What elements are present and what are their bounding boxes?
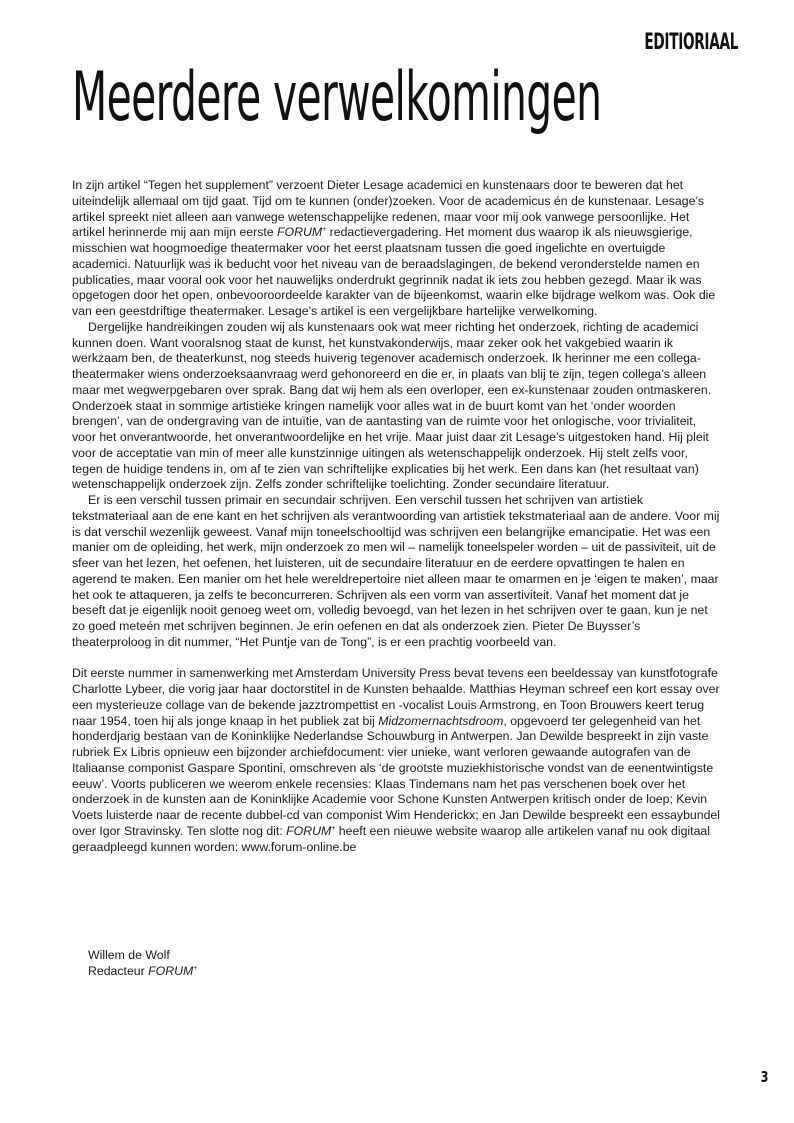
paragraph-4-text-a: Dit eerste nummer in samenwerking met Amsterdam University Press bevat tevens een beeldessay van kunstfotografe Charlotte Lybeer, die vorig jaar haar doctorstitel in de Kunsten behaalde. Matthias Heyman schreef een kort essay over een mysterieuze collage van de bekende jazztrompettist en -vocalist Louis Armstrong, en Toon Brouwers keert terug naar 1954, toen hij als jonge knaap in het publiek zat bij	[72, 666, 720, 728]
paragraph-1-text-a: In zijn artikel “Tegen het supplement” verzoent Dieter Lesage academici en kunstenaars door te beweren dat het uiteindelijk allemaal om tijd gaat. Tijd om te kunnen (onder)zoeken. Voor de academicus én de kunstenaar. Lesage’s artikel spreekt niet alleen aan vanwege wetenschappelijke redenen, maar voor mij ook vanwege persoonlijke. Het artikel herinnerde mij aan mijn eerste	[72, 178, 705, 240]
paragraph-2: Dergelijke handreikingen zouden wij als kunstenaars ook wat meer richting het onderzoek, richting de academici kunnen doen. Want vooralsnog staat de kunst, het kunstvakonderwijs, maar zeker ook het vakgebied waarin ik werkzaam ben, de theaterkunst, nog steeds huiverig tegenover academisch onderzoek. Ik herinner me een collega-theatermaker wiens onderzoeksaanvraag werd gehonoreerd en die er, in plaats van blij te zijn, tegen collega’s alleen maar met wegwerpgebaren over sprak. Bang dat wij hem als een overloper, een ex-kunstenaar zouden ontmaskeren. Onderzoek staat in sommige artistieke kringen namelijk voor alles wat in de buurt komt van het ‘onder woorden brengen’, van de ondergraving van de intuïtie, van de aantasting van de ruimte voor het onlogische, voor trivialiteit, voor het onverantwoorde, het onverantwoordelijke en het vrije. Maar juist daar zit Lesage’s uitgestoken hand. Hij pleit voor de acceptatie van min of meer alle kunstzinnige uitingen als wetenschappelijk onderzoek. Hij stelt zelfs voor, tegen de huidige tendens in, om af te zien van schriftelijke explicaties bij het werk. Een dans kan (het resultaat van) wetenschappelijk onderzoek zijn. Zelfs zonder schriftelijke toelichting. Zonder secundaire literatuur.	[72, 319, 712, 492]
play-title: Midzomernachtsdroom	[378, 713, 504, 728]
section-label: EDITIORIAAL	[644, 30, 738, 55]
forum-plus: +	[322, 226, 327, 234]
paragraph-1-text-b: redactievergadering. Het moment dus waarop ik als nieuwsgierige, misschien wat hoogmoedige theatermaker voor het eerst plaatsnam tussen die goed ingelichte en overtuigde academici. Natuurlijk was ik beducht voor het niveau van de beraadslagingen, de bekend veronderstelde namen en publicaties, maar vooral ook voor het nauwelijks onderdrukt gegrinnik nadat ik iets zou hebben gezegd. Maar ik was opgetogen door het open, onbevooroordeelde karakter van de bijeenkomst, waarin elke bijdrage welkom was. Ook die van een geestdriftige theatermaker. Lesage’s artikel is een vergelijkbare hartelijke verwelkoming.	[72, 225, 716, 318]
paragraph-3: Er is een verschil tussen primair en secundair schrijven. Een verschil tussen het schrijven van artistiek tekstmateriaal aan de ene kant en het schrijven als verantwoording van artistiek tekstmateriaal aan de andere. Voor mij is dat verschil wezenlijk geweest. Vanaf mijn toneelschooltijd was schrijven een belangrijke emancipatie. Het was een manier om de opleiding, het werk, mijn onderzoek zo men wil – namelijk toneelspeler worden – uit de passiviteit, uit de sfeer van het lezen, het oefenen, het luisteren, uit de secundaire literatuur en de eerdere opvattingen te halen en agerend te maken. Een manier om het hele wereldrepertoire niet alleen maar te omarmen en je ‘eigen te maken’, maar het ook te attaqueren, ja zelfs te beconcurreren. Schrijven als een vorm van assertiviteit. Vanaf het moment dat je beseft dat je eigenlijk nooit genoeg weet om, volledig bevoegd, van het lezen in het schrijven over te gaan, kun je net zo goed meteén met schrijven beginnen. Je erin oefenen en dat als onderzoek zien. Pieter De Buysser’s theaterproloog in dit nummer, “Het Puntje van de Tong”, is er een prachtig voorbeeld van.	[72, 493, 720, 649]
author-role-text: Redacteur	[88, 963, 149, 978]
forum-title: FORUM	[277, 225, 323, 240]
signature	[88, 948, 197, 980]
forum-title: FORUM	[148, 963, 194, 978]
page-title: Meerdere verwelkomingen	[72, 58, 602, 137]
paragraph-4-text-b: , opgevoerd ter gelegenheid van het honderdjarig bestaan van de Koninklijke Nederlandse Schouwburg in Antwerpen. Jan Dewilde bespreekt in zijn vaste rubriek Ex Libris opnieuw een bijzonder archiefdocument: vier unieke, want verloren gewaande autografen van de Italiaanse componist Gaspare Spontini, omschreven als ‘de grootste muziekhistorische vondst van de eenentwintigste eeuw’. Voorts publiceren we weerom enkele recensies: Klaas Tindemans nam het pas verschenen boek over het onderzoek in de kunsten aan de Koninklijke Academie voor Schone Kunsten Antwerpen kritisch onder de loep; Kevin Voets luisterde naar de recente dubbel-cd van componist Wim Henderickx; en Jan Dewilde bespreekt een essaybundel over Igor Stravinsky. Ten slotte nog dit:	[72, 713, 721, 838]
author-role	[88, 964, 197, 980]
author-name: Willem de Wolf	[88, 948, 170, 962]
forum-plus: +	[331, 824, 336, 832]
forum-plus: +	[193, 964, 198, 972]
page-number: 3	[760, 1068, 768, 1086]
paragraph-4	[72, 666, 722, 855]
article-body	[72, 178, 722, 855]
paragraph-1	[72, 178, 722, 320]
paragraph-4-text-c: heeft een nieuwe website waarop alle artikelen vanaf nu ook digitaal geraadpleegd kunnen worden: www.forum-online.be	[72, 823, 710, 854]
forum-title: FORUM	[286, 823, 332, 838]
